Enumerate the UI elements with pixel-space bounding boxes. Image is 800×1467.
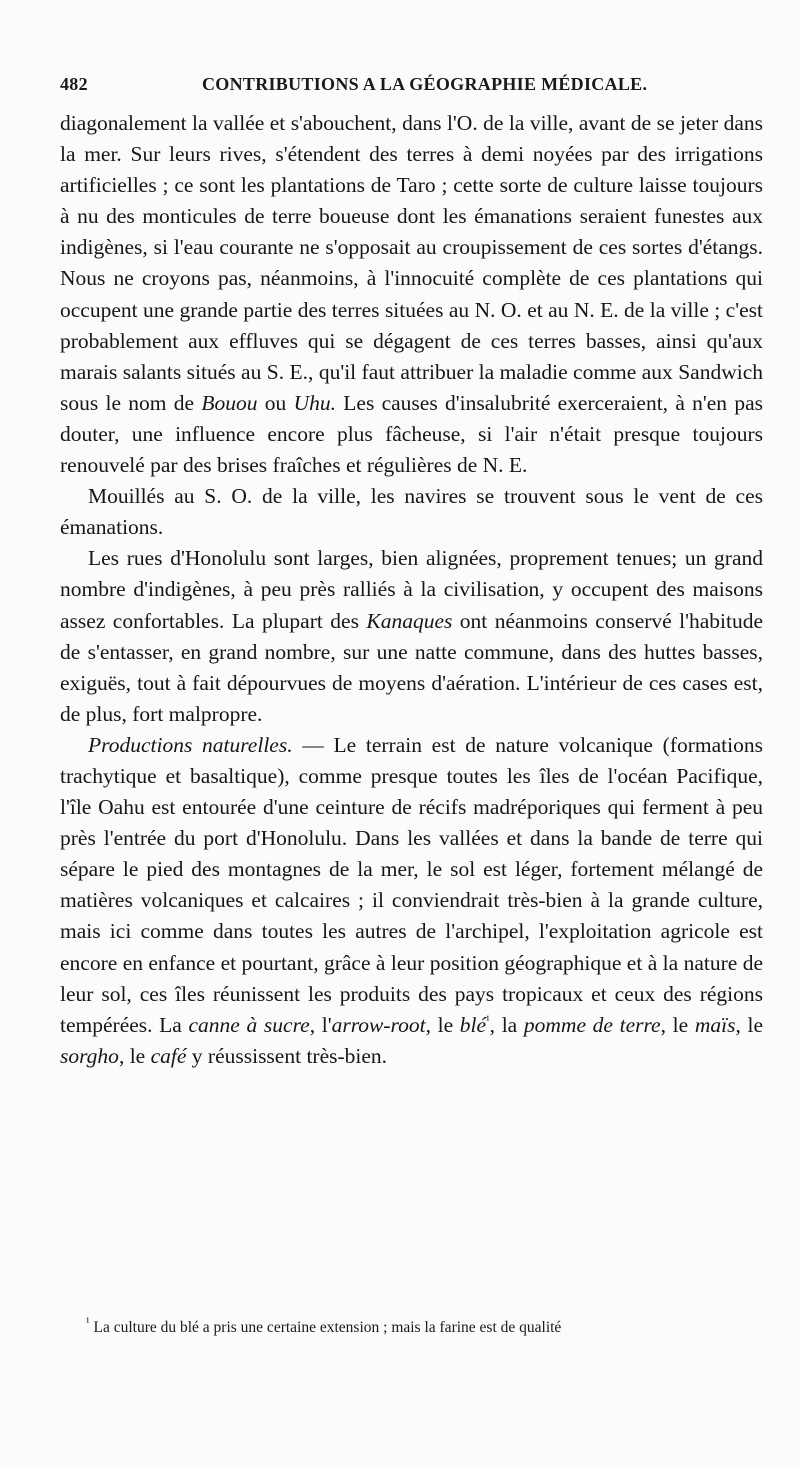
text-run: , le (735, 1012, 763, 1037)
text-run: diagonalement la vallée et s'abouchent, dans l'O. de la ville, avant de se jeter dans la mer. Sur leurs rives, s'étendent des terres à demi noyées par des irrigations artificielles ; ce sont les plantations de Taro ; cette sorte de culture laisse toujours à nu des monticules de terre boueuse dont les émanations seraient funestes aux indigènes, si l'eau courante ne s'opposait au croupissement de ces sortes d'étangs. Nous ne croyons pas, néanmoins, à l'innocuité complète de ces plantations qui occupent une grande partie des terres situées au N. O. et au N. E. de la ville ; c'est probablement aux effluves qui se dégagent de ces terres basses, ainsi qu'aux marais salants situés au S. E., qu'il faut attribuer la maladie comme aux Sandwich sous le nom de (60, 111, 763, 415)
text-run: , la (489, 1012, 524, 1037)
footnote-reference: ¹ (486, 1012, 490, 1027)
text-run: , le (425, 1012, 460, 1037)
italic-text: pomme de terre (523, 1012, 661, 1037)
paragraph (60, 481, 763, 543)
italic-text: Bouou (201, 390, 258, 415)
italic-text: Kanaques (366, 608, 453, 633)
text-run: , l' (309, 1012, 332, 1037)
footnote-mark: ¹ (86, 1314, 90, 1329)
italic-text: Uhu. (293, 390, 336, 415)
text-run: Mouillés au S. O. de la ville, les navires se trouvent sous le vent de ces émanations. (60, 484, 763, 540)
italic-text: café (150, 1043, 187, 1068)
running-title: CONTRIBUTIONS A LA GÉOGRAPHIE MÉDICALE. (202, 74, 648, 94)
paragraph (60, 108, 763, 481)
text-run: Les causes d'insalubrité exerceraient, à n'en pas douter, une influence encore plus fâcheuse, si l'air n'était presque toujours renouvelé par des brises fraîches et régulières de N. E. (60, 390, 763, 478)
italic-text: sorgho (60, 1043, 119, 1068)
paragraph (60, 543, 763, 730)
text-run: Les rues d'Honolulu sont larges, bien alignées, proprement tenues; un grand nombre d'indigènes, à peu près ralliés à la civilisation, y occupent des maisons assez confortables. La plupart des (60, 546, 763, 633)
italic-text: arrow-root (331, 1012, 426, 1037)
body-text (60, 108, 763, 1072)
italic-text: maïs (694, 1012, 736, 1037)
text-run: ont néanmoins conservé l'habitude de s'entasser, en grand nombre, sur une natte commune, dans des huttes basses, exiguës, tout à fait dépourvues de moyens d'aération. L'intérieur de ces cases est, de plus, fort malpropre. (60, 608, 763, 726)
text-run: y réussissent très-bien. (186, 1043, 388, 1068)
text-run: , le (660, 1012, 695, 1037)
page-number: 482 (60, 74, 88, 94)
text-run: , le (118, 1043, 151, 1068)
running-header (60, 74, 760, 104)
footnote-text: La culture du blé a pris une certaine extension ; mais la farine est de qualité (93, 1319, 562, 1336)
text-run: — Le terrain est de nature volcanique (formations trachytique et basaltique), comme presque toutes les îles de l'océan Pacifique, l'île Oahu est entourée d'une ceinture de récifs madréporiques qui ferment à peu près l'entrée du port d'Honolulu. Dans les vallées et dans la bande de terre qui sépare le pied des montagnes de la mer, le sol est léger, fortement mélangé de matières volcaniques et calcaires ; il conviendrait très-bien à la grande culture, mais ici comme dans toutes les autres de l'archipel, l'exploitation agricole est encore en enfance et pourtant, grâce à leur position géographique et à la nature de leur sol, ces îles réunissent les produits des pays tropicaux et ceux des régions tempérées. La (60, 732, 763, 1037)
text-run: ou (257, 390, 294, 415)
footnote (60, 1314, 763, 1339)
paragraph (60, 730, 763, 1072)
italic-text: Productions naturelles. (88, 732, 293, 757)
italic-text: canne à sucre (188, 1012, 310, 1037)
italic-text: blé (459, 1012, 487, 1037)
